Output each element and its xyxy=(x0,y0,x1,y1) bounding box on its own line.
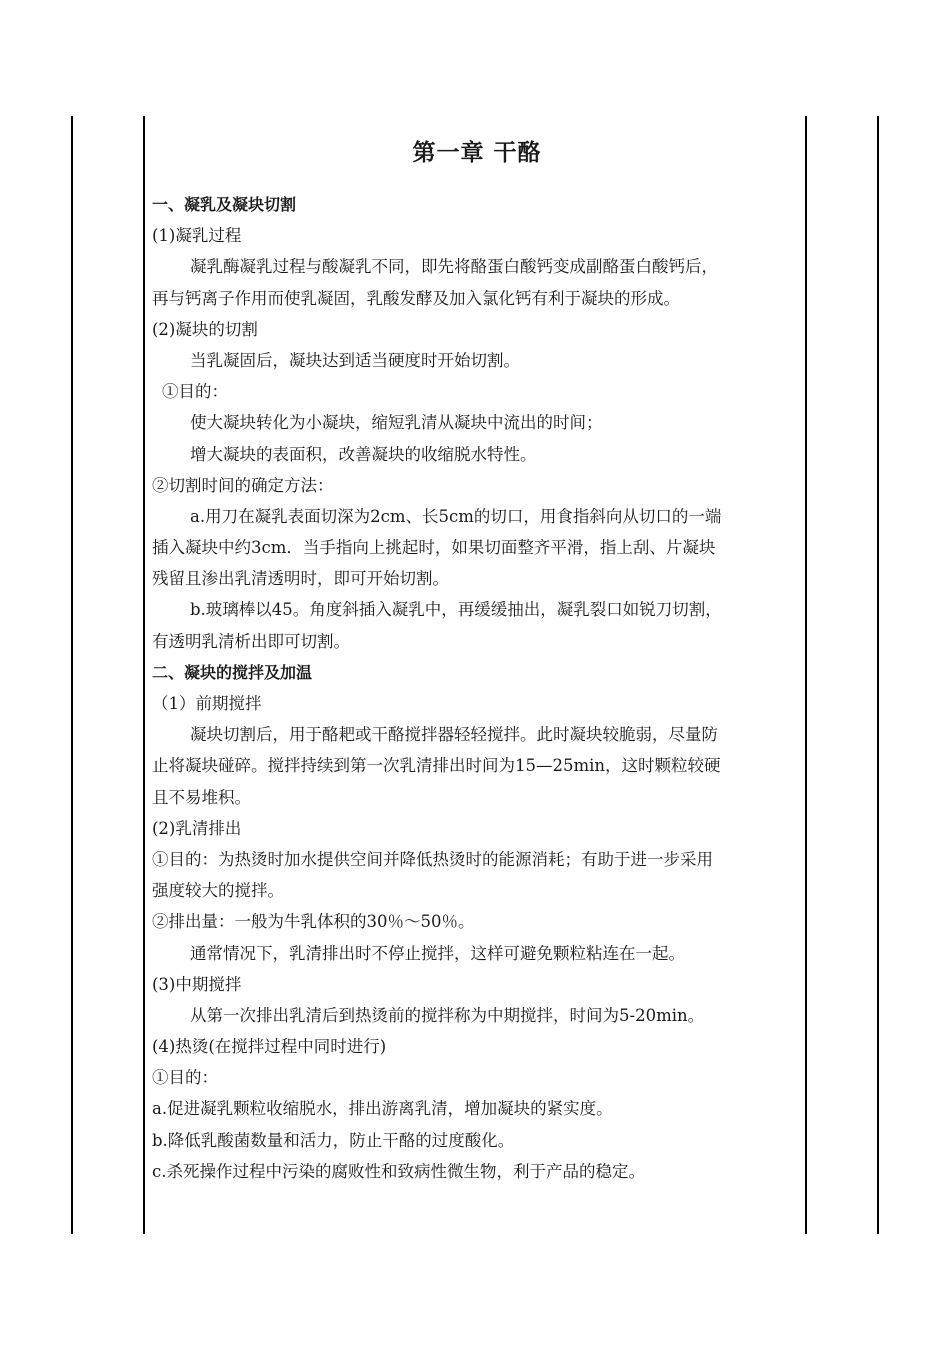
text-line: ①目的： xyxy=(162,382,228,402)
document-body xyxy=(152,124,802,1187)
text-line: ②排出量：一般为牛乳体积的30％～50％。 xyxy=(152,912,475,932)
text-line: （1）前期搅拌 xyxy=(152,694,262,713)
text-line: 且不易堆积。 xyxy=(152,787,251,807)
text-line: (3)中期搅拌 xyxy=(152,974,242,994)
text-line: (1)凝乳过程 xyxy=(152,226,242,246)
text-line: 从第一次排出乳清后到热烫前的搅拌称为中期搅拌，时间为5-20min。 xyxy=(190,1005,705,1025)
text-line: ①目的：为热烫时加水提供空间并降低热烫时的能源消耗；有助于进一步采用 xyxy=(152,849,713,869)
text-line: (2)凝块的切割 xyxy=(152,319,258,339)
left-inner-border xyxy=(143,116,145,1234)
text-line: a.促进凝乳颗粒收缩脱水，排出游离乳清，增加凝块的紧实度。 xyxy=(152,1099,613,1119)
text-line: 强度较大的搅拌。 xyxy=(152,881,284,901)
chapter-title: 第一章 干酪 xyxy=(412,140,542,166)
text-line: b.玻璃棒以45。角度斜插入凝乳中，再缓缓抽出，凝乳裂口如锐刀切割， xyxy=(190,600,722,620)
section-heading: 二、凝块的搅拌及加温 xyxy=(152,662,313,682)
text-line: (2)乳清排出 xyxy=(152,818,242,838)
text-line: 当乳凝固后，凝块达到适当硬度时开始切割。 xyxy=(190,350,520,370)
right-inner-border xyxy=(805,116,807,1234)
text-line: 通常情况下，乳清排出时不停止搅拌，这样可避免颗粒粘连在一起。 xyxy=(190,943,685,963)
text-line: (4)热烫(在搅拌过程中同时进行) xyxy=(152,1037,387,1057)
text-line: c.杀死操作过程中污染的腐败性和致病性微生物，利于产品的稳定。 xyxy=(152,1161,645,1181)
text-line: a.用刀在凝乳表面切深为2cm、长5cm的切口，用食指斜向从切口的一端 xyxy=(190,506,722,526)
text-line: 使大凝块转化为小凝块，缩短乳清从凝块中流出的时间； xyxy=(190,413,603,433)
text-line: 增大凝块的表面积，改善凝块的收缩脱水特性。 xyxy=(190,444,537,464)
right-outer-border xyxy=(877,116,879,1234)
text-line: 有透明乳清析出即可切割。 xyxy=(152,631,350,651)
text-line: 残留且渗出乳清透明时，即可开始切割。 xyxy=(152,569,449,589)
text-lines xyxy=(152,189,802,1187)
left-outer-border xyxy=(71,116,73,1234)
text-line: 凝块切割后，用于酪耙或干酪搅拌器轻轻搅拌。此时凝块较脆弱，尽量防 xyxy=(190,725,718,745)
text-line: 凝乳酶凝乳过程与酸凝乳不同，即先将酪蛋白酸钙变成副酪蛋白酸钙后， xyxy=(190,257,718,277)
text-line: 再与钙离子作用而使乳凝固，乳酸发酵及加入氯化钙有利于凝块的形成。 xyxy=(152,288,680,308)
text-line: 止将凝块碰碎。搅拌持续到第一次乳清排出时间为15—25min，这时颗粒较硬 xyxy=(152,756,721,776)
text-line: 插入凝块中约3cm．当手指向上挑起时，如果切面整齐平滑，指上刮、片凝块 xyxy=(152,538,716,558)
section-heading: 一、凝乳及凝块切割 xyxy=(152,195,297,214)
text-line: ①目的： xyxy=(152,1068,218,1088)
text-line: ②切割时间的确定方法： xyxy=(152,475,334,495)
text-line: b.降低乳酸菌数量和活力，防止干酪的过度酸化。 xyxy=(152,1130,515,1150)
